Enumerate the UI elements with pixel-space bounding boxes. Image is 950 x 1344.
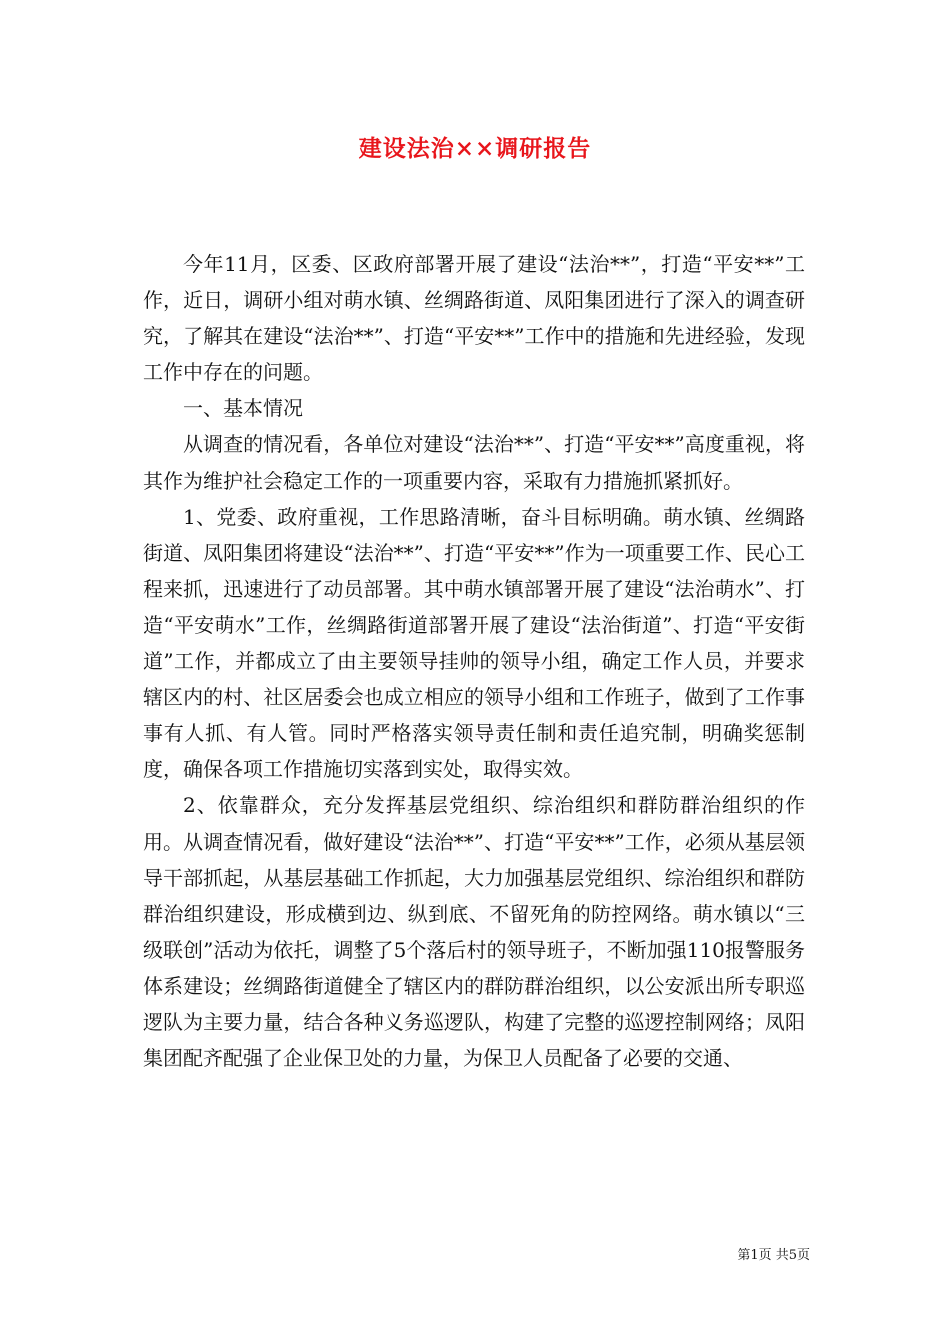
paragraph-point-1: 1、党委、政府重视，工作思路清晰，奋斗目标明确。萌水镇、丝绸路街道、凤阳集团将建设“法治**”、打造“平安**”作为一项重要工作、民心工程来抓，迅速进行了动员部署。其中萌水镇部署开展了建设“法治萌水”、打造“平安萌水”工作，丝绸路街道部署开展了建设“法治街道”、打造“平安街道”工作，并都成立了由主要领导挂帅的领导小组，确定工作人员，并要求辖区内的村、社区居委会也成立相应的领导小组和工作班子，做到了工作事事有人抓、有人管。同时严格落实领导责任制和责任追究制，明确奖惩制度，确保各项工作措施切实落到实处，取得实效。 — [143, 504, 805, 782]
section-heading-basic-situation: 一、基本情况 — [183, 396, 303, 421]
document-title: 建设法治××调研报告 — [358, 135, 592, 162]
paragraph-overview: 从调查的情况看，各单位对建设“法治**”、打造“平安**”高度重视，将其作为维护社会稳定工作的一项重要内容，采取有力措施抓紧抓好。 — [143, 432, 805, 493]
paragraph-intro: 今年11月，区委、区政府部署开展了建设“法治**”，打造“平安**”工作，近日，调研小组对萌水镇、丝绸路街道、凤阳集团进行了深入的调查研究，了解其在建设“法治**”、打造“平安**”工作中的措施和先进经验，发现工作中存在的问题。 — [143, 252, 805, 385]
document-body — [143, 246, 805, 1076]
paragraph-point-2: 2、依靠群众，充分发挥基层党组织、综治组织和群防群治组织的作用。从调查情况看，做好建设“法治**”、打造“平安**”工作，必须从基层领导干部抓起，从基层基础工作抓起，大力加强基层党组织、综治组织和群防群治组织建设，形成横到边、纵到底、不留死角的防控网络。萌水镇以“三级联创”活动为依托，调整了5个落后村的领导班子，不断加强110报警服务体系建设；丝绸路街道健全了辖区内的群防群治组织，以公安派出所专职巡逻队为主要力量，结合各种义务巡逻队，构建了完整的巡逻控制网络；凤阳集团配齐配强了企业保卫处的力量，为保卫人员配备了必要的交通、 — [143, 793, 805, 1071]
page-number-footer: 第1页 共5页 — [737, 1248, 810, 1263]
